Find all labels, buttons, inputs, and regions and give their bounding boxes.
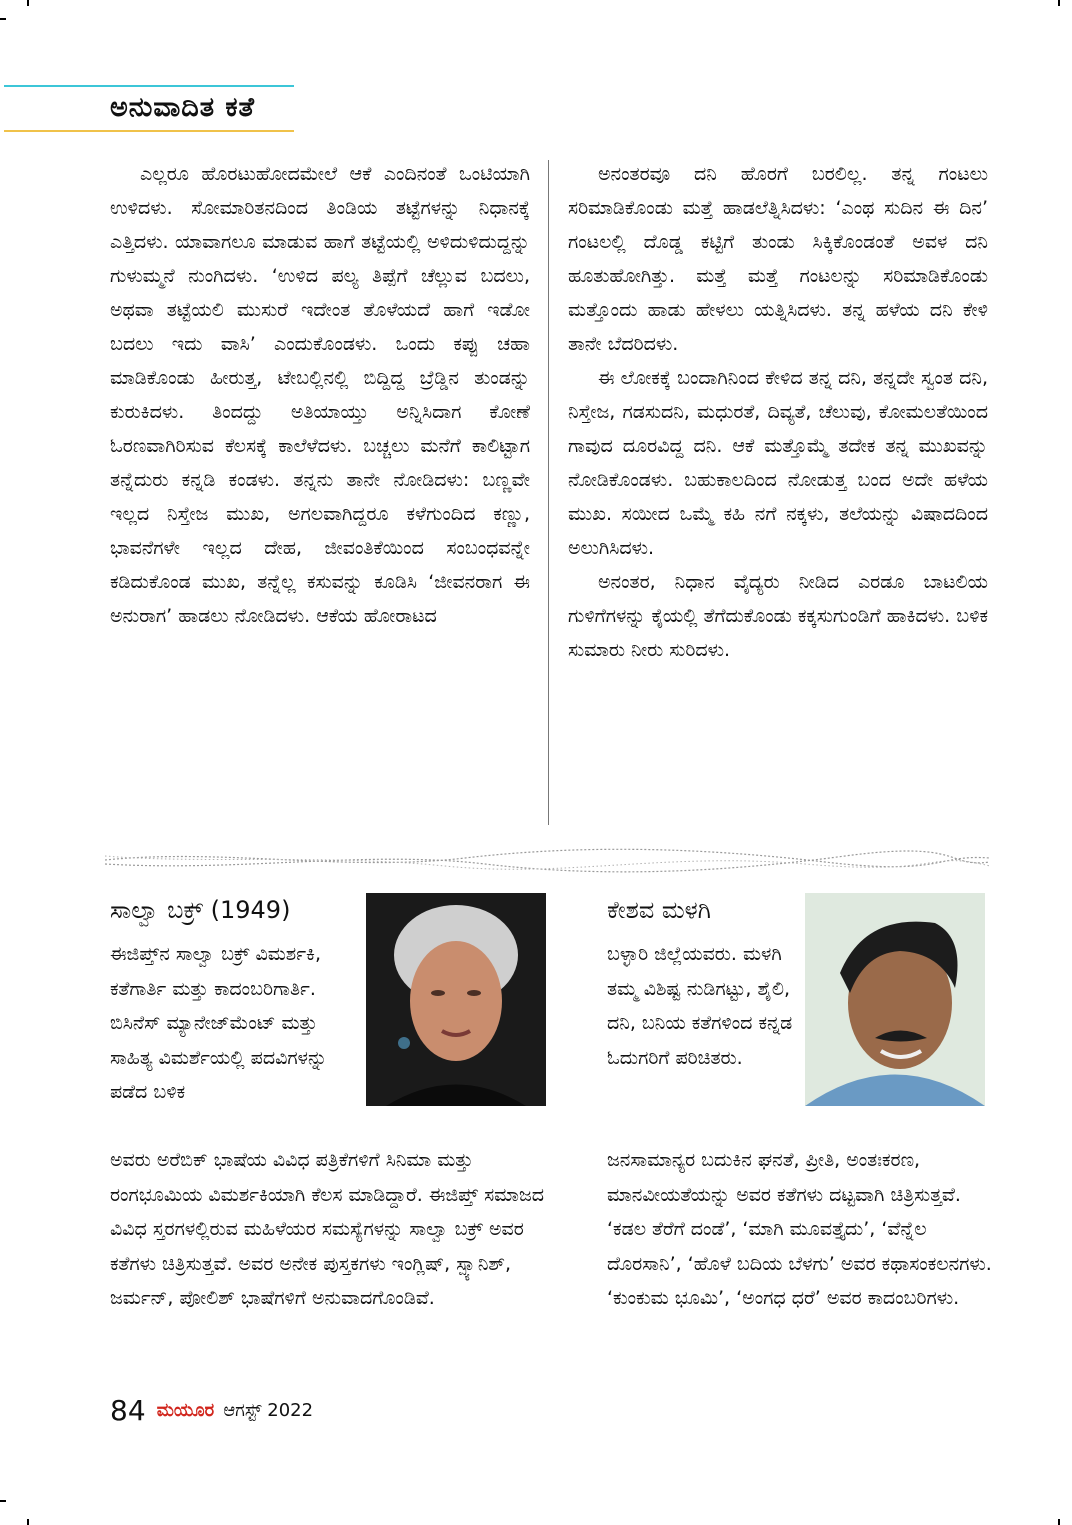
translator-photo	[805, 893, 985, 1106]
section-title: ಅನುವಾದಿತ ಕತೆ	[110, 92, 255, 123]
translator-bio-top: ಬಳ್ಳಾರಿ ಜಿಲ್ಲೆಯವರು. ಮಳಗಿ ತಮ್ಮ ವಿಶಿಷ್ಟ ನುಡಿಗಟ್ಟು, ಶೈಲಿ, ದನಿ, ಬನಿಯ ಕತೆಗಳಿಂದ ಕನ್ನಡ ಓದುಗರಿಗೆ ಪರಿಚಿತರು.	[607, 943, 793, 1069]
issue-date: ಆಗಸ್ಟ್ 2022	[223, 1400, 314, 1421]
crop-mark	[27, 1519, 29, 1525]
author-photo	[366, 893, 546, 1106]
translator-name: ಕೇಶವ ಮಳಗಿ	[607, 896, 711, 924]
crop-mark	[0, 18, 6, 20]
translator-portrait-icon	[805, 893, 985, 1106]
page-number: 84	[110, 1394, 146, 1427]
translator-bio-bottom: ಜನಸಾಮಾನ್ಯರ ಬದುಕಿನ ಘನತೆ, ಪ್ರೀತಿ, ಅಂತಃಕರಣ, ಮಾನವೀಯತೆಯನ್ನು ಅವರ ಕತೆಗಳು ದಟ್ಟವಾಗಿ ಚಿತ್ರಿಸುತ್ತವೆ. ‘ಕಡಲ ತೆರೆಗೆ ದಂಡೆ’, ‘ಮಾಗಿ ಮೂವತ್ತೈದು’, ‘ವೆನ್ನೆಲ ದೊರಸಾನಿ’, ‘ಹೊಳೆ ಬದಿಯ ಬೆಳಗು’ ಅವರ ಕಥಾಸಂಕಲನಗಳು. ‘ಕುಂಕುಮ ಭೂಮಿ’, ‘ಅಂಗಧ ಧರೆ’ ಅವರ ಕಾದಂಬರಿಗಳು.	[607, 1149, 992, 1309]
story-paragraph: ಅನಂತರವೂ ದನಿ ಹೊರಗೆ ಬರಲಿಲ್ಲ. ತನ್ನ ಗಂಟಲು ಸರಿಮಾಡಿಕೊಂಡು ಮತ್ತೆ ಹಾಡಲೆತ್ನಿಸಿದಳು: ‘ಎಂಥ ಸುದಿನ ಈ ದಿನ’ ಗಂಟಲಲ್ಲಿ ದೊಡ್ಡ ಕಟ್ಟಿಗೆ ತುಂಡು ಸಿಕ್ಕಿಕೊಂಡಂತೆ ಅವಳ ದನಿ ಹೂತುಹೋಗಿತ್ತು. ಮತ್ತೆ ಮತ್ತೆ ಗಂಟಲನ್ನು ಸರಿಮಾಡಿಕೊಂಡು ಮತ್ತೊಂದು ಹಾಡು ಹೇಳಲು ಯತ್ನಿಸಿದಳು. ತನ್ನ ಹಳೆಯ ದನಿ ಕೇಳಿ ತಾನೇ ಬೆದರಿದಳು.	[568, 163, 988, 355]
story-paragraph: ಎಲ್ಲರೂ ಹೊರಟುಹೋದಮೇಲೆ ಆಕೆ ಎಂದಿನಂತೆ ಒಂಟಿಯಾಗಿ ಉಳಿದಳು. ಸೋಮಾರಿತನದಿಂದ ತಿಂಡಿಯ ತಟ್ಟೆಗಳನ್ನು ನಿಧಾನಕ್ಕೆ ಎತ್ತಿದಳು. ಯಾವಾಗಲೂ ಮಾಡುವ ಹಾಗೆ ತಟ್ಟೆಯಲ್ಲಿ ಅಳಿದುಳಿದುದ್ದನ್ನು ಗುಳುಮ್ಮನೆ ನುಂಗಿದಳು. ‘ಉಳಿದ ಪಲ್ಯ ತಿಪ್ಪೆಗೆ ಚೆಲ್ಲುವ ಬದಲು, ಅಥವಾ ತಟ್ಟೆಯಲಿ ಮುಸುರೆ ಇದೇಂತ ತೊಳೆಯದೆ ಹಾಗೆ ಇಡೋ ಬದಲು ಇದು ವಾಸಿ’ ಎಂದುಕೊಂಡಳು. ಒಂದು ಕಪ್ಪು ಚಹಾ ಮಾಡಿಕೊಂಡು ಹೀರುತ್ತ, ಟೇಬಲ್ಲಿನಲ್ಲಿ ಬಿದ್ದಿದ್ದ ಬ್ರೆಡ್ಡಿನ ತುಂಡನ್ನು ಕುರುಕಿದಳು. ತಿಂದದ್ದು ಅತಿಯಾಯ್ತು ಅನ್ನಿಸಿದಾಗ ಕೋಣೆ ಓರಣವಾಗಿರಿಸುವ ಕೆಲಸಕ್ಕೆ ಕಾಲೆಳೆದಳು. ಬಚ್ಚಲು ಮನೆಗೆ ಕಾಲಿಟ್ಟಾಗ ತನ್ನೆದುರು ಕನ್ನಡಿ ಕಂಡಳು. ತನ್ನನು ತಾನೇ ನೋಡಿದಳು: ಬಣ್ಣವೇ ಇಲ್ಲದ ನಿಸ್ತೇಜ ಮುಖ, ಅಗಲವಾಗಿದ್ದರೂ ಕಳೆಗುಂದಿದ ಕಣ್ಣು, ಭಾವನೆಗಳೇ ಇಲ್ಲದ ದೇಹ, ಜೀವಂತಿಕೆಯಿಂದ ಸಂಬಂಧವನ್ನೇ ಕಡಿದುಕೊಂಡ ಮುಖ, ತನ್ನೆಲ್ಲ ಕಸುವನ್ನು ಕೂಡಿಸಿ ‘ಜೀವನರಾಗ ಈ ಅನುರಾಗ’ ಹಾಡಲು ನೋಡಿದಳು. ಆಕೆಯ ಹೋರಾಟದ	[110, 163, 530, 627]
author-name: ಸಾಲ್ವಾ ಬಕ್ರ್ (1949)	[110, 896, 291, 924]
story-left-column	[110, 157, 530, 633]
header-rule-top	[4, 85, 294, 87]
author-portrait-icon	[366, 893, 546, 1106]
crop-mark	[1058, 0, 1060, 6]
story-paragraph: ಈ ಲೋಕಕ್ಕೆ ಬಂದಾಗಿನಿಂದ ಕೇಳಿದ ತನ್ನ ದನಿ, ತನ್ನದೇ ಸ್ವಂತ ದನಿ, ನಿಸ್ತೇಜ, ಗಡಸುದನಿ, ಮಧುರತೆ, ದಿವ್ಯತೆ, ಚೆಲುವು, ಕೋಮಲತೆಯಿಂದ ಗಾವುದ ದೂರವಿದ್ದ ದನಿ. ಆಕೆ ಮತ್ತೊಮ್ಮೆ ತದೇಕ ತನ್ನ ಮುಖವನ್ನು ನೋಡಿಕೊಂಡಳು. ಬಹುಕಾಲದಿಂದ ನೋಡುತ್ತ ಬಂದ ಅದೇ ಹಳೆಯ ಮುಖ. ಸಯೀದ ಒಮ್ಮೆ ಕಹಿ ನಗೆ ನಕ್ಕಳು, ತಲೆಯನ್ನು ವಿಷಾದದಿಂದ ಅಲುಗಿಸಿದಳು.	[568, 367, 988, 559]
column-divider	[548, 160, 549, 825]
crop-mark	[0, 1500, 6, 1502]
page-footer	[110, 1394, 313, 1428]
crop-mark	[27, 0, 29, 6]
wave-divider	[105, 842, 990, 878]
crop-mark	[1058, 1519, 1060, 1525]
author-bio-bottom: ಅವರು ಅರೆಬಿಕ್ ಭಾಷೆಯ ವಿವಿಧ ಪತ್ರಿಕೆಗಳಿಗೆ ಸಿನಿಮಾ ಮತ್ತು ರಂಗಭೂಮಿಯ ವಿಮರ್ಶಕಿಯಾಗಿ ಕೆಲಸ ಮಾಡಿದ್ದಾರೆ. ಈಜಿಪ್ತ್ ಸಮಾಜದ ವಿವಿಧ ಸ್ತರಗಳಲ್ಲಿರುವ ಮಹಿಳೆಯರ ಸಮಸ್ಯೆಗಳನ್ನು ಸಾಲ್ವಾ ಬಕ್ರ್ ಅವರ ಕತೆಗಳು ಚಿತ್ರಿಸುತ್ತವೆ. ಅವರ ಅನೇಕ ಪುಸ್ತಕಗಳು ಇಂಗ್ಲಿಷ್, ಸ್ಪ್ಯಾನಿಶ್, ಜರ್ಮನ್, ಪೋಲಿಶ್ ಭಾಷೆಗಳಿಗೆ ಅನುವಾದಗೊಂಡಿವೆ.	[110, 1149, 545, 1309]
story-paragraph: ಅನಂತರ, ನಿಧಾನ ವೈದ್ಯರು ನೀಡಿದ ಎರಡೂ ಬಾಟಲಿಯ ಗುಳಿಗೆಗಳನ್ನು ಕೈಯಲ್ಲಿ ತೆಗೆದುಕೊಂಡು ಕಕ್ಕಸುಗುಂಡಿಗೆ ಹಾಕಿದಳು. ಬಳಿಕ ಸುಮಾರು ನೀರು ಸುರಿದಳು.	[568, 571, 988, 661]
header-rule-bottom	[4, 130, 294, 132]
author-bio-top: ಈಜಿಪ್ತ್‌ನ ಸಾಲ್ವಾ ಬಕ್ರ್ ವಿಮರ್ಶಕಿ, ಕತೆಗಾರ್ತಿ ಮತ್ತು ಕಾದಂಬರಿಗಾರ್ತಿ. ಬಿಸಿನೆಸ್ ಮ್ಯಾನೇಜ್‌ಮೆಂಟ್ ಮತ್ತು ಸಾಹಿತ್ಯ ವಿಮರ್ಶೆಯಲ್ಲಿ ಪದವಿಗಳನ್ನು ಪಡೆದ ಬಳಿಕ	[110, 943, 328, 1103]
magazine-logo: ಮಯೂರ	[156, 1400, 215, 1421]
story-right-column	[568, 157, 988, 667]
